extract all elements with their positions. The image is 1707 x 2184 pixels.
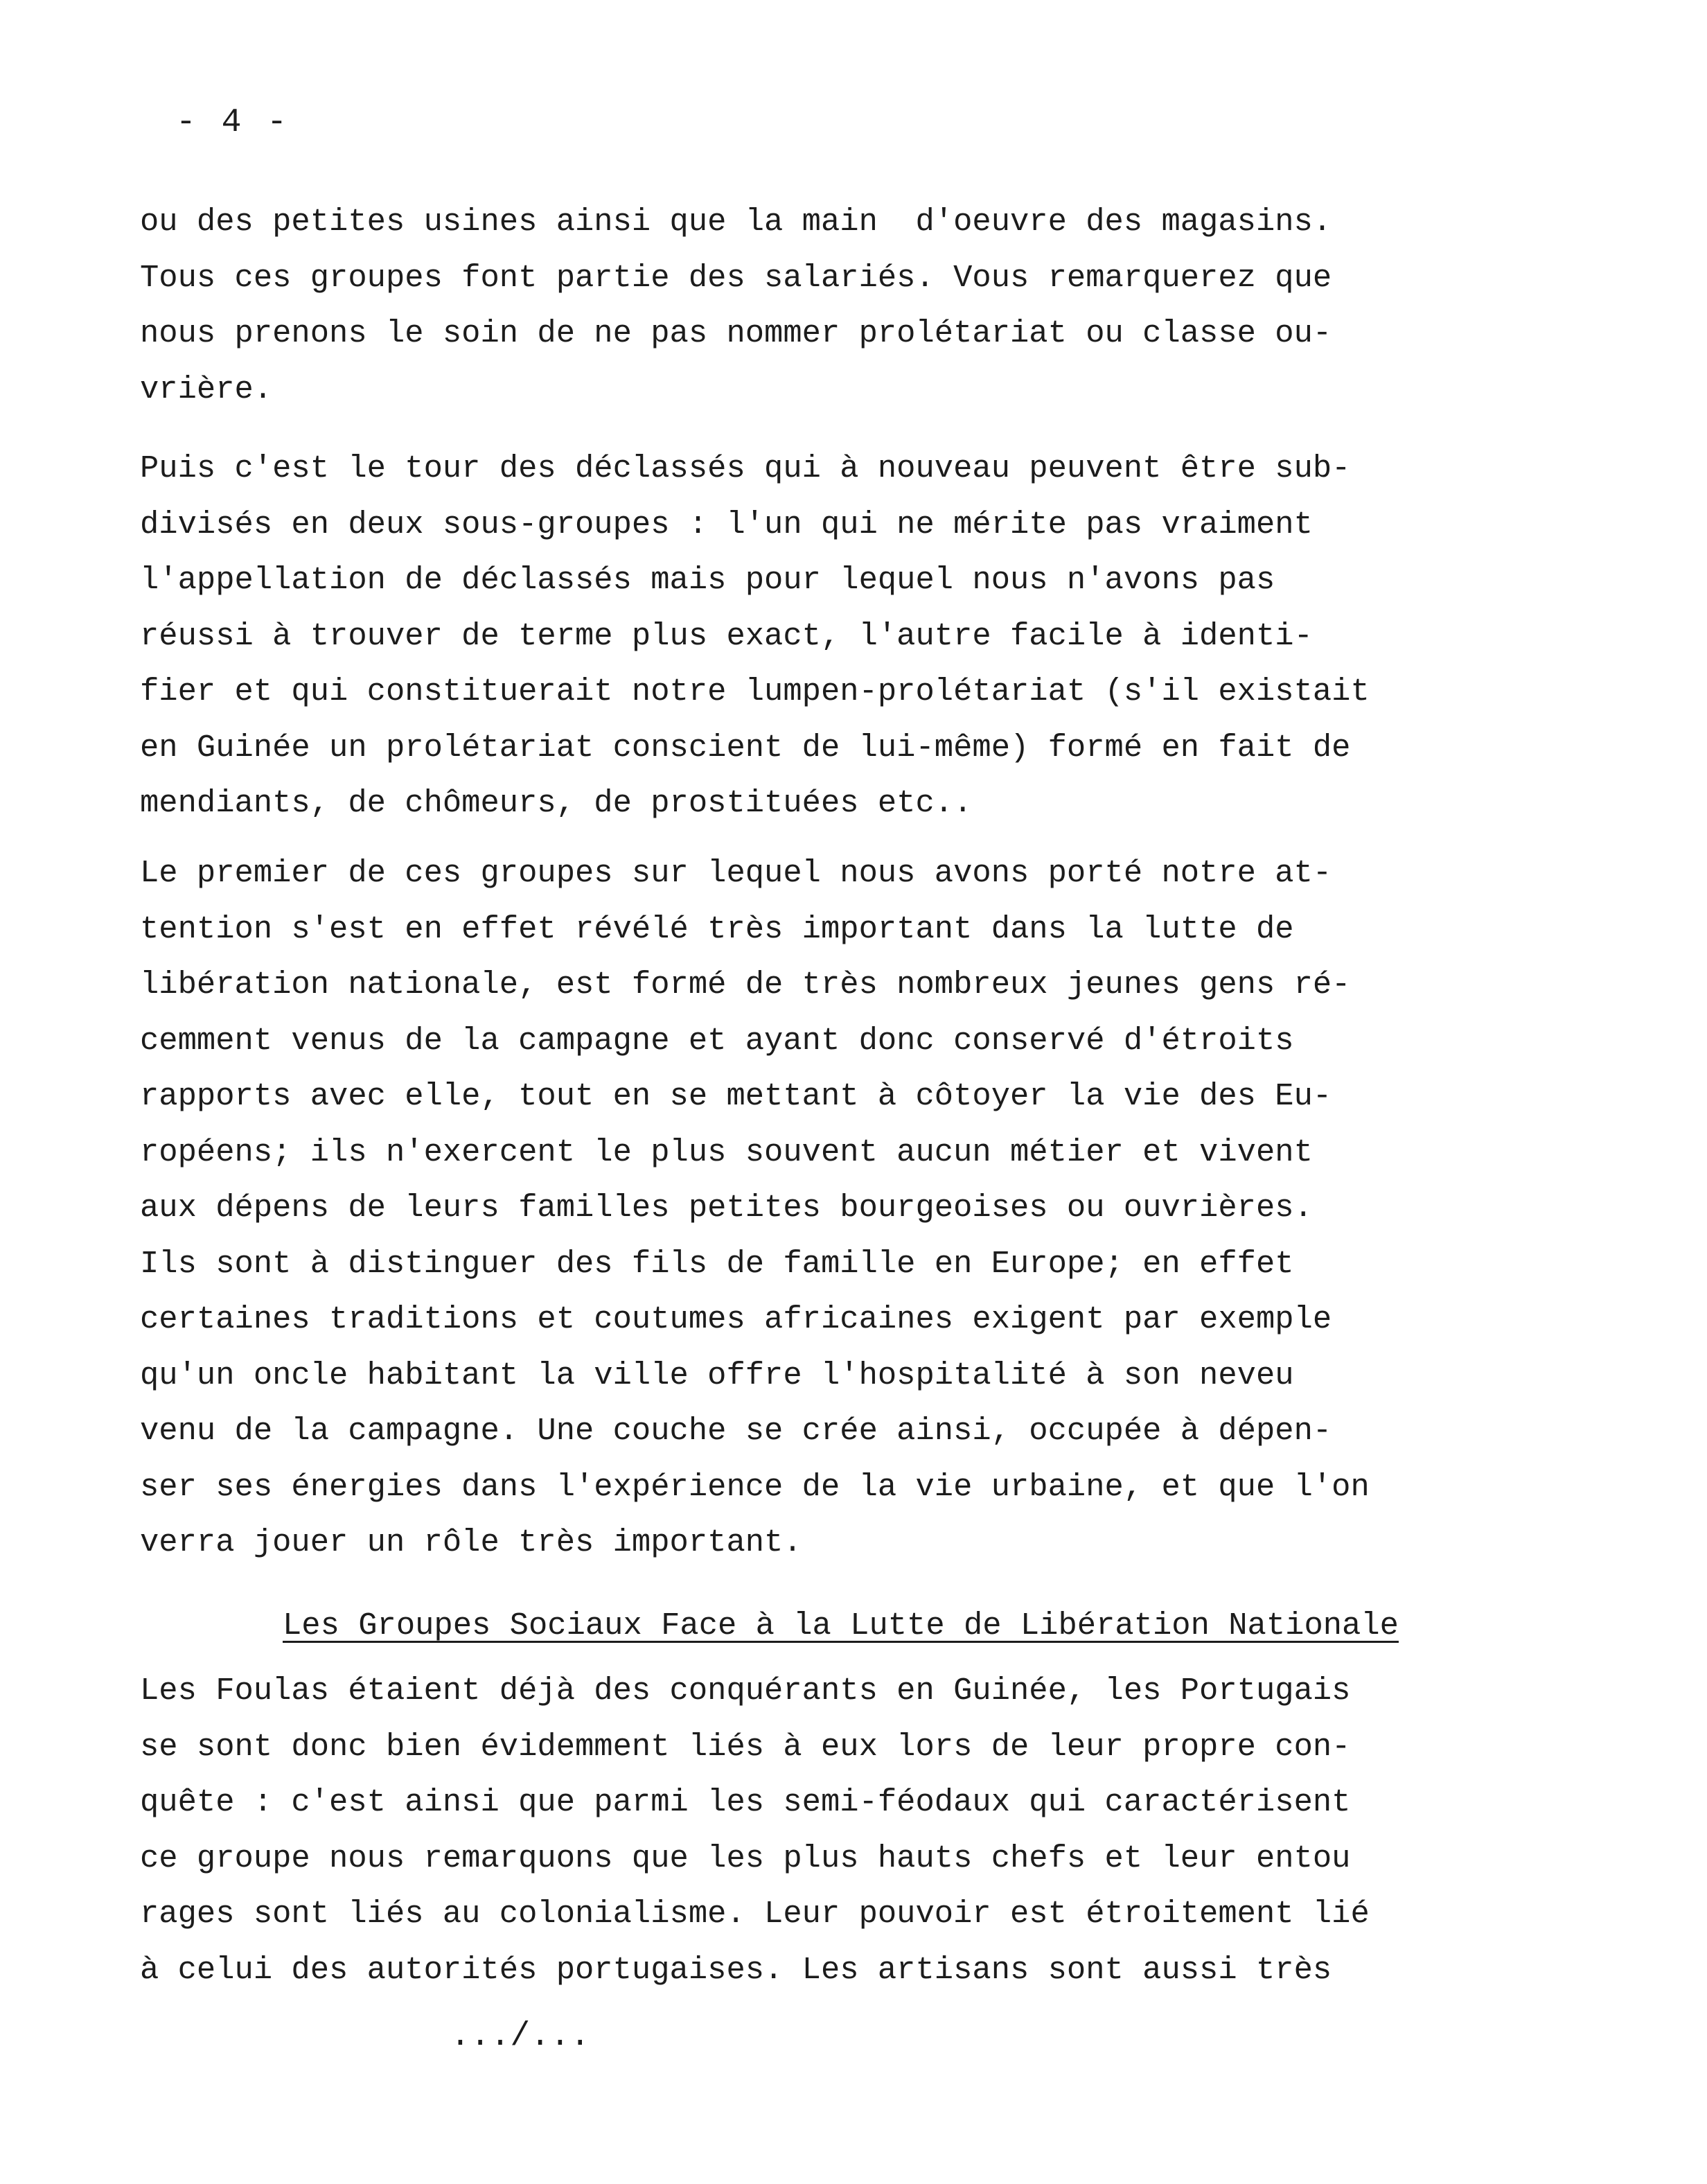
text-line: mendiants, de chômeurs, de prostituées etc.. <box>140 785 973 821</box>
paragraph-3 <box>140 845 1477 1571</box>
text-line: ou des petites usines ainsi que la main d'oeuvre des magasins. <box>140 204 1332 240</box>
text-line: ropéens; ils n'exercent le plus souvent aucun métier et vivent <box>140 1134 1313 1170</box>
text-line: rapports avec elle, tout en se mettant à côtoyer la vie des Eu- <box>140 1078 1332 1114</box>
paragraph-4 <box>140 1663 1477 1998</box>
text-line: Les Foulas étaient déjà des conquérants en Guinée, les Portugais <box>140 1673 1351 1709</box>
text-line: ser ses énergies dans l'expérience de la vie urbaine, et que l'on <box>140 1468 1370 1505</box>
text-line: vrière. <box>140 371 273 407</box>
text-line: cemment venus de la campagne et ayant donc conservé d'étroits <box>140 1022 1294 1059</box>
paragraph-2 <box>140 441 1477 831</box>
paragraph-1 <box>140 194 1477 417</box>
text-line: aux dépens de leurs familles petites bourgeoises ou ouvrières. <box>140 1190 1313 1226</box>
continuation-mark: .../... <box>450 2018 590 2055</box>
text-line: ce groupe nous remarquons que les plus hauts chefs et leur entou <box>140 1840 1351 1876</box>
text-line: verra jouer un rôle très important. <box>140 1524 802 1560</box>
text-line: nous prenons le soin de ne pas nommer prolétariat ou classe ou- <box>140 315 1332 351</box>
text-line: Ils sont à distinguer des fils de famille en Europe; en effet <box>140 1245 1294 1282</box>
text-line: Le premier de ces groupes sur lequel nous avons porté notre at- <box>140 855 1332 891</box>
text-line: libération nationale, est formé de très nombreux jeunes gens ré- <box>140 967 1351 1003</box>
section-heading: Les Groupes Sociaux Face à la Lutte de Libération Nationale <box>283 1608 1399 1644</box>
text-line: venu de la campagne. Une couche se crée ainsi, occupée à dépen- <box>140 1413 1332 1449</box>
page-number: - 4 - <box>176 104 290 141</box>
text-line: en Guinée un prolétariat conscient de lui-même) formé en fait de <box>140 729 1351 766</box>
text-line: qu'un oncle habitant la ville offre l'hospitalité à son neveu <box>140 1357 1294 1393</box>
text-line: se sont donc bien évidemment liés à eux lors de leur propre con- <box>140 1728 1351 1765</box>
text-line: l'appellation de déclassés mais pour lequel nous n'avons pas <box>140 562 1275 598</box>
text-line: certaines traditions et coutumes africaines exigent par exemple <box>140 1301 1332 1337</box>
text-line: quête : c'est ainsi que parmi les semi-féodaux qui caractérisent <box>140 1784 1351 1820</box>
text-line: Puis c'est le tour des déclassés qui à nouveau peuvent être sub- <box>140 450 1351 486</box>
text-line: fier et qui constituerait notre lumpen-prolétariat (s'il existait <box>140 673 1370 710</box>
text-line: tention s'est en effet révélé très important dans la lutte de <box>140 910 1294 947</box>
text-line: réussi à trouver de terme plus exact, l'autre facile à identi- <box>140 617 1313 654</box>
text-line: divisés en deux sous-groupes : l'un qui ne mérite pas vraiment <box>140 506 1313 543</box>
text-line: rages sont liés au colonialisme. Leur pouvoir est étroitement lié <box>140 1896 1370 1932</box>
text-line: à celui des autorités portugaises. Les artisans sont aussi très <box>140 1951 1332 1988</box>
text-line: Tous ces groupes font partie des salariés. Vous remarquerez que <box>140 259 1332 296</box>
